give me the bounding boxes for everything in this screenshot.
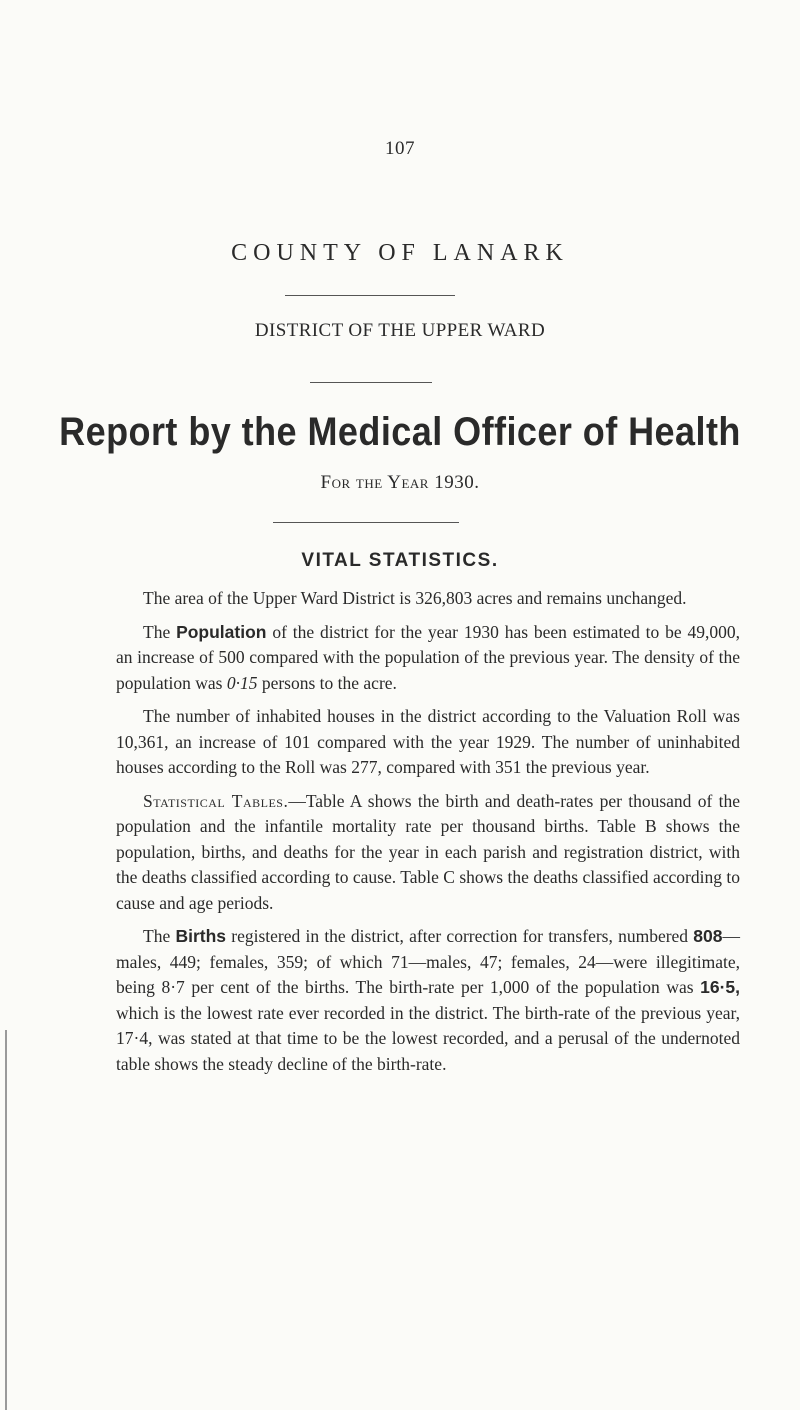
report-year: For the Year 1930.: [320, 472, 480, 493]
paragraph-text: —Table A shows the birth and death-rates per thousand of the population and the infantile mortality rate per thousand births. Table B shows the population, births, and deaths for the year in each parish and registration district, with the deaths classified according to cause. Table C shows the deaths classified according to cause and age periods.: [116, 790, 740, 913]
bold-value: 16·5,: [700, 977, 740, 997]
paragraph-text: The: [143, 621, 177, 642]
paragraph-text: of the district for the year 1930 has been estimated to be 49,000, an increase of 500 compared with the population of the previous year. The density of the population was: [116, 621, 740, 693]
district-heading: DISTRICT OF THE UPPER WARD: [254, 320, 546, 341]
scan-margin-shadow: [5, 1030, 7, 1410]
divider-rule: [273, 522, 459, 523]
divider-rule: [310, 382, 432, 383]
page-number: 107: [385, 138, 415, 159]
small-caps-heading: Statistical Tables.: [143, 790, 289, 811]
paragraph-houses: [116, 704, 740, 781]
bold-term: Births: [175, 926, 227, 946]
county-heading: COUNTY OF LANARK: [231, 240, 569, 266]
paragraph-text: The number of inhabited houses in the district according to the Valuation Roll was 10,361, an increase of 101 compared with the year 1929. The number of uninhabited houses according to the Roll was 277, compared with 351 the previous year.: [116, 706, 740, 777]
body-text: [116, 586, 740, 1085]
italic-value: 0·15: [226, 672, 258, 693]
paragraph-population: [116, 620, 740, 697]
bold-value: 808: [693, 926, 723, 946]
paragraph-area: [116, 586, 740, 612]
paragraph-text: The area of the Upper Ward District is 326,803 acres and remains unchanged.: [143, 588, 687, 608]
paragraph-text: The: [143, 926, 176, 946]
paragraph-text: registered in the district, after correction for transfers, numbered: [226, 926, 694, 946]
paragraph-statistical-tables: [116, 789, 740, 917]
paragraph-text: which is the lowest rate ever recorded in the district. The birth-rate of the previous year, 17·4, was stated at that time to be the lowest recorded, and a perusal of the undernoted table shows the steady decline of the birth-rate.: [116, 1002, 740, 1074]
paragraph-births: [116, 924, 740, 1077]
bold-term: Population: [176, 621, 267, 642]
report-title: Report by the Medical Officer of Health: [59, 410, 741, 454]
section-heading: VITAL STATISTICS.: [301, 550, 499, 571]
paragraph-text: persons to the acre.: [257, 672, 397, 693]
paragraph-text: —males, 449; females, 359; of which 71—males, 47; females, 24—were illegitimate, being 8·7 per cent of the births. The birth-rate per 1,000 of the population was: [116, 926, 740, 997]
divider-rule: [285, 295, 455, 296]
